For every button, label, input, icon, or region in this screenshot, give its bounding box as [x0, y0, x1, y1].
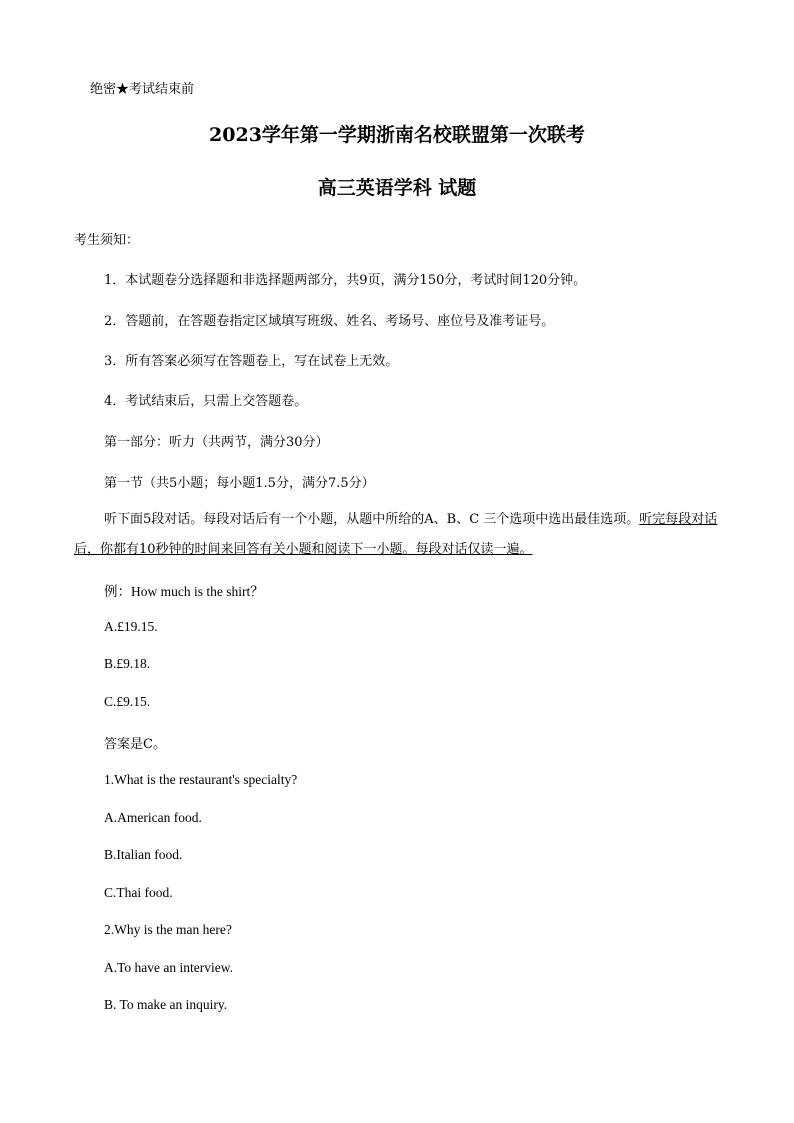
- notice-heading: 考生须知：: [74, 233, 140, 248]
- confidential-label: 绝密★考试结束前: [90, 82, 195, 97]
- exam-title: 2023学年第一学期浙南名校联盟第一次联考: [209, 124, 585, 146]
- exam-subtitle: 高三英语学科 试题: [317, 177, 477, 199]
- example-answer: 答案是C。: [104, 737, 166, 752]
- question-stem: 2.Why is the man here?: [104, 922, 232, 937]
- question-option: A.American food.: [104, 810, 202, 825]
- notice-item: 2．答题前，在答题卷指定区域填写班级、姓名、考场号、座位号及准考证号。: [104, 314, 555, 329]
- example-question: 例：How much is the shirt？: [104, 584, 264, 599]
- question-stem: 1.What is the restaurant's specialty?: [104, 772, 298, 787]
- notice-item: 3．所有答案必须写在答题卷上，写在试卷上无效。: [104, 354, 399, 369]
- instruction-part-b: 听完每段对话后，你都有10秒钟的时间来回答有关小题和阅读下一小题。每段对话仅读一遍。: [74, 512, 718, 557]
- question-option: B.Italian food.: [104, 847, 183, 862]
- example-option: B.£9.18.: [104, 656, 151, 671]
- question-option: C.Thai food.: [104, 885, 173, 900]
- part1-heading: 第一部分：听力（共两节，满分30分）: [104, 435, 329, 450]
- listening-instruction: [74, 505, 722, 565]
- notice-item: 1．本试题卷分选择题和非选择题两部分，共9页，满分150分，考试时间120分钟。: [104, 273, 587, 288]
- example-option: A.£19.15.: [104, 619, 158, 634]
- question-option: B. To make an inquiry.: [104, 997, 228, 1012]
- notice-item: 4．考试结束后，只需上交答题卷。: [104, 394, 308, 409]
- section1-heading: 第一节（共5小题；每小题1.5分，满分7.5分）: [104, 476, 375, 491]
- instruction-part-a: 听下面5段对话。每段对话后有一个小题，从题中所给的A、B、C 三个选项中选出最佳选项。: [104, 512, 640, 527]
- question-option: A.To have an interview.: [104, 960, 234, 975]
- example-option: C.£9.15.: [104, 694, 151, 709]
